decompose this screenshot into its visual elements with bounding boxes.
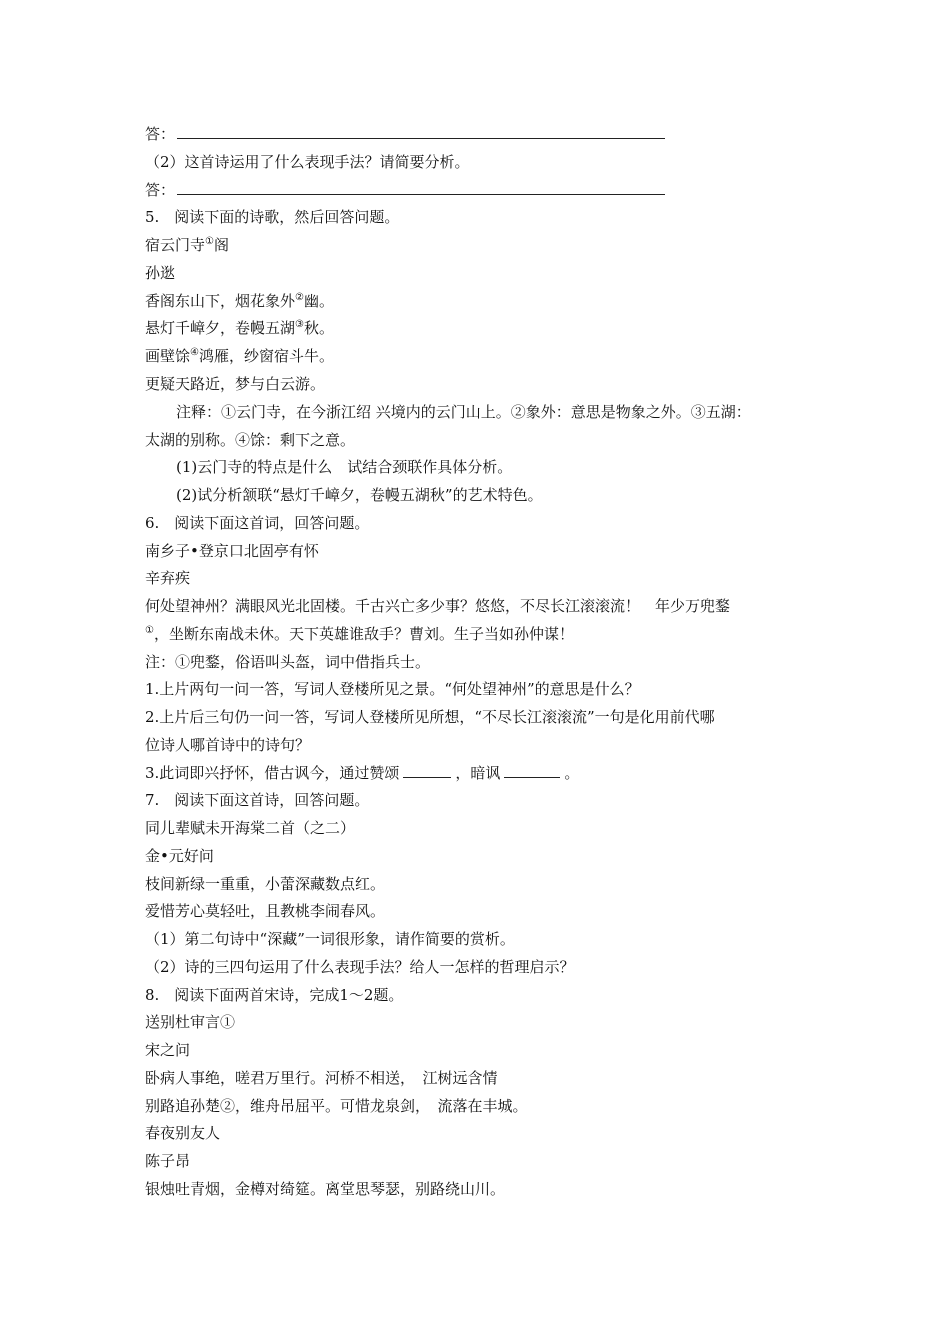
fill-blank[interactable] <box>403 763 451 778</box>
poem-line: 银烛吐青烟，金樽对绮筵。离堂思琴瑟，别路绕山川。 <box>145 1180 506 1198</box>
question-5-prompt: 5. 阅读下面的诗歌，然后回答问题。 <box>145 208 400 226</box>
footnote-mark: ② <box>295 292 304 303</box>
poem-line <box>145 346 334 369</box>
poem-text: 秋。 <box>303 319 334 337</box>
poem-author: 宋之问 <box>145 1041 191 1059</box>
poem-text: 画壁馀 <box>145 347 191 365</box>
poem-notes: 太湖的别称。④馀：剩下之意。 <box>145 431 356 449</box>
question-4-2: （2）这首诗运用了什么表现手法？请简要分析。 <box>145 153 470 171</box>
footnote-mark: ③ <box>295 319 304 330</box>
fill-blank[interactable] <box>504 763 560 778</box>
footnote-mark: ① <box>205 236 214 247</box>
answer-label: 答： <box>145 181 176 199</box>
sub-question-text: 3.此词即兴抒怀，借古讽今，通过赞颂 <box>145 764 400 782</box>
poem-title: 春夜别友人 <box>145 1124 221 1142</box>
poem-title-text: 宿云门寺 <box>145 236 206 254</box>
sub-question: （2）诗的三四句运用了什么表现手法？给人一怎样的哲理启示？ <box>145 958 575 976</box>
poem-text: 鸿雁，纱窗宿斗牛。 <box>198 347 334 365</box>
poem-title-text: 阁 <box>213 236 229 254</box>
poem-text: ，坐断东南战未休。天下英雄谁敌手？曹刘。生子当如孙仲谋！ <box>153 625 574 643</box>
poem-line <box>145 291 334 314</box>
footnote-mark: ④ <box>190 347 199 358</box>
question-7-prompt: 7. 阅读下面这首诗，回答问题。 <box>145 791 370 809</box>
answer-blank[interactable] <box>177 124 665 139</box>
sub-question <box>145 763 579 783</box>
sub-question-text: ，暗讽 <box>455 764 501 782</box>
poem-author: 陈子昂 <box>145 1152 191 1170</box>
poem-title <box>145 235 229 258</box>
poem-line: 枝间新绿一重重，小蕾深藏数点红。 <box>145 875 386 893</box>
sub-question: 位诗人哪首诗中的诗句？ <box>145 736 311 754</box>
poem-notes: 注释：①云门寺，在今浙江绍 兴境内的云门山上。②象外：意思是物象之外。③五湖： <box>176 403 751 421</box>
poem-text: 悬灯千嶂夕，卷幔五湖 <box>145 319 296 337</box>
answer-blank[interactable] <box>177 180 665 195</box>
answer-line-2 <box>145 180 665 200</box>
poem-title: 送别杜审言① <box>145 1013 236 1031</box>
poem-line: 更疑天路近，梦与白云游。 <box>145 375 326 393</box>
sub-question: 2.上片后三句仍一问一答，写词人登楼所见所想，“不尽长江滚滚流”一句是化用前代哪 <box>145 708 715 726</box>
poem-line <box>145 624 574 647</box>
poem-notes: 注：①兜鍪，俗语叫头盔，词中借指兵士。 <box>145 653 431 671</box>
sub-question: 1.上片两句一问一答，写词人登楼所见之景。“何处望神州”的意思是什么？ <box>145 680 640 698</box>
sub-question: (2)试分析颔联“悬灯千嶂夕，卷幔五湖秋”的艺术特色。 <box>176 486 543 504</box>
poem-line <box>145 318 334 341</box>
poem-text: 幽。 <box>303 292 334 310</box>
poem-line: 别路追孙楚②，维舟吊屈平。可惜龙泉剑， 流落在丰城。 <box>145 1097 528 1115</box>
answer-label: 答： <box>145 125 176 143</box>
poem-line: 何处望神州？满眼风光北固楼。千古兴亡多少事？悠悠，不尽长江滚滚流！ 年少万兜鍪 <box>145 597 731 615</box>
answer-line-1 <box>145 124 665 144</box>
footnote-mark: ① <box>145 625 154 636</box>
poem-title: 南乡子•登京口北固亭有怀 <box>145 542 319 560</box>
poem-author: 金•元好问 <box>145 847 214 865</box>
question-6-prompt: 6. 阅读下面这首词，回答问题。 <box>145 514 370 532</box>
poem-line: 卧病人事绝，嗟君万里行。河桥不相送， 江树远含情 <box>145 1069 498 1087</box>
sub-question: (1)云门寺的特点是什么 试结合颈联作具体分析。 <box>176 458 513 476</box>
poem-title: 同儿辈赋未开海棠二首（之二） <box>145 819 356 837</box>
poem-author: 孙逖 <box>145 264 176 282</box>
sub-question: （1）第二句诗中“深藏”一词很形象，请作简要的赏析。 <box>145 930 515 948</box>
question-8-prompt: 8. 阅读下面两首宋诗，完成1～2题。 <box>145 986 404 1004</box>
poem-text: 香阁东山下，烟花象外 <box>145 292 296 310</box>
sub-question-text: 。 <box>564 764 580 782</box>
poem-author: 辛弃疾 <box>145 569 191 587</box>
poem-line: 爱惜芳心莫轻吐，且教桃李闹春风。 <box>145 902 386 920</box>
